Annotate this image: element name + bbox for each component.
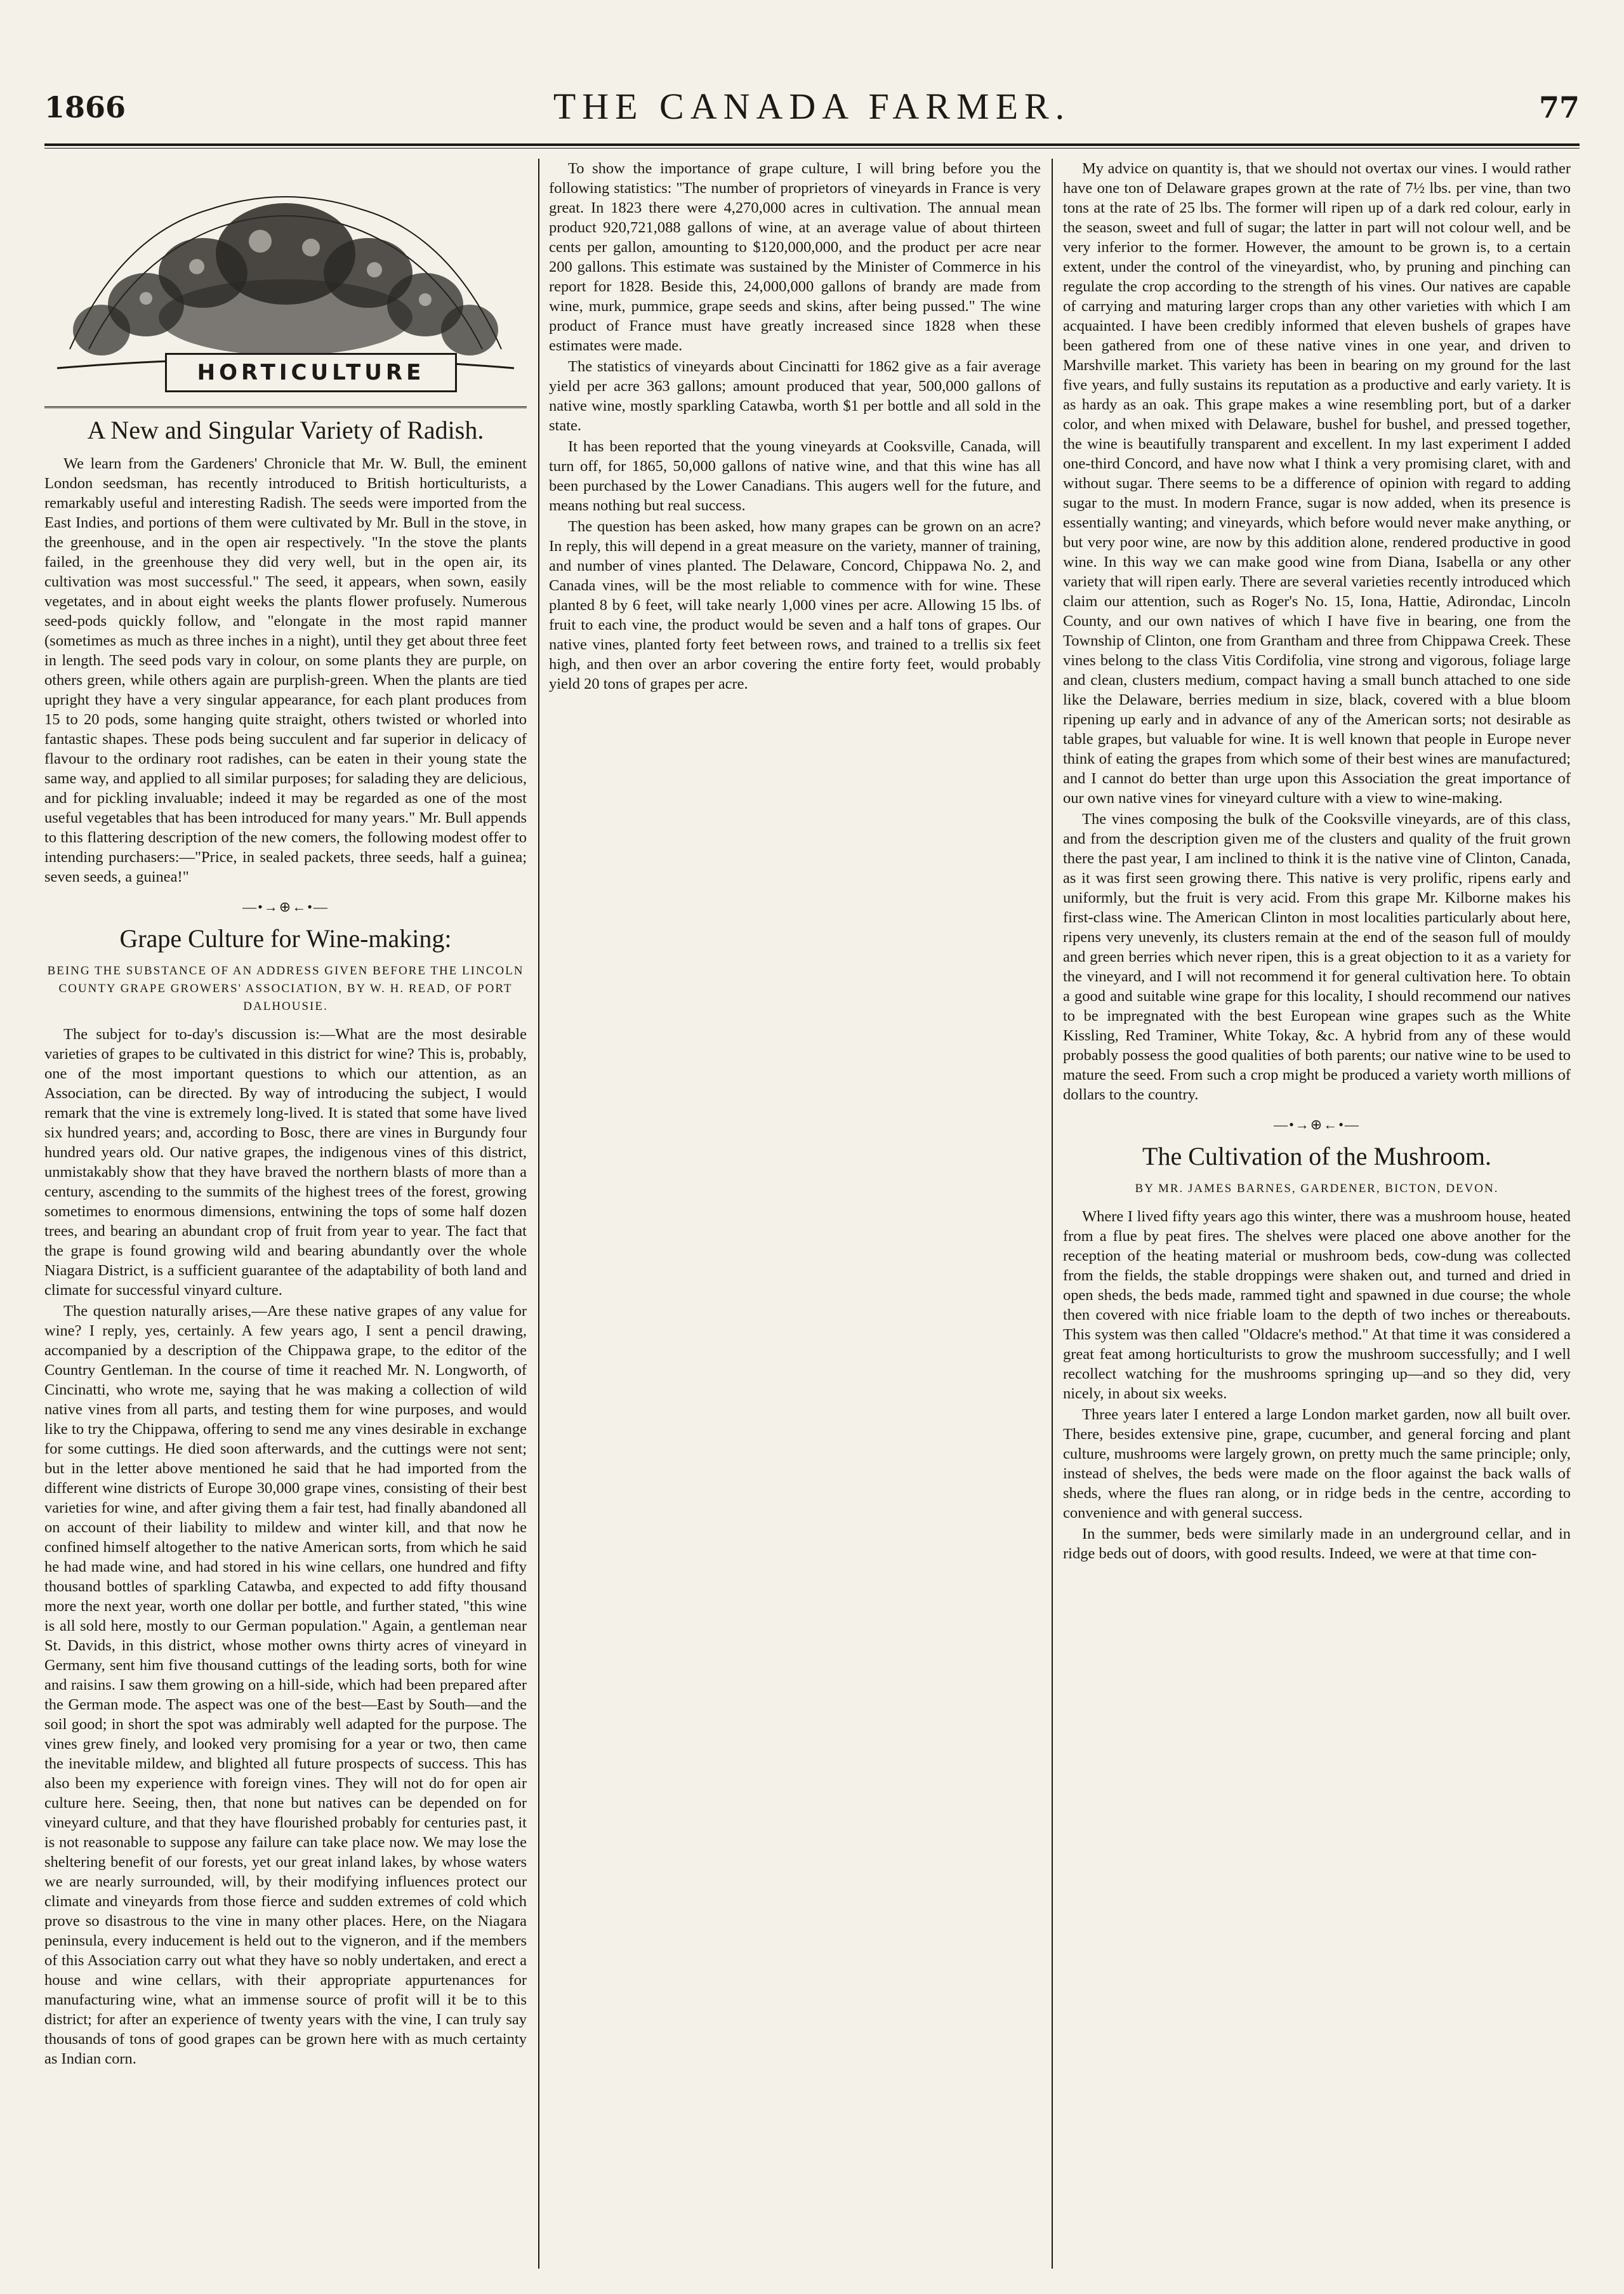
article-title-grape: Grape Culture for Wine-making: xyxy=(119,924,452,953)
mushroom-paragraph: Where I lived fifty years ago this winter, there was a mushroom house, heated from a flue by peat fires. The shelves were placed one above another for the reception of the heating material or mushroom beds, cow-dung was collected from the fields, the stable droppings were shaken out, and turned and dried in open sheds, the beds made, rammed tight and spawned in due course; the whole then covered with nice friable loam to the depth of two inches or thereabouts. This system was then called "Oldacre's method." At that time it was considered a great feat among horticulturists to grow the mushroom successfully; and I well recollect watching for the mushrooms springing up—and so they did, very nicely, in about six weeks. xyxy=(1063,1208,1571,1402)
section-ornament: —•→⊕←•— xyxy=(1274,1117,1360,1132)
article-title-radish: A New and Singular Variety of Radish. xyxy=(87,416,484,444)
grape-paragraph: To show the importance of grape culture, I will bring before you the following statistics: "The number of proprietors of vineyards in France is very great. In 1823 there were 4,270,000 acres in cultivation. The annual mean product 920,721,088 gallons of wine, at an average value of about thirteen cents per gallon, amounting to $120,000,000, and the product per acre near 200 gallons. This estimate was sustained by the Minister of Commerce in his report for 1828. Beside this, 24,000,000 gallons of brandy are made from wine, murk, pummice, grape seeds and skins, after being pussed." The wine product of France must have greatly increased since 1828 when these estimates were made. xyxy=(549,160,1041,354)
grape-paragraph: The statistics of vineyards about Cincinatti for 1862 give as a fair average yield per acre 363 gallons; amount produced that year, 500,000 gallons of native wine, mostly sparkling Catawba, worth $1 per bottle and all sold in the state. xyxy=(549,358,1041,434)
mushroom-paragraph: Three years later I entered a large London market garden, now all built over. There, besides extensive pine, grape, cucumber, and general forcing and plant culture, mushrooms were largely grown, on pretty much the same principle; only, instead of shelves, the beds were made on the floor against the back walls of sheds, where the flues ran along, or in ridge beds in the centre, according to convenience and with general success. xyxy=(1063,1406,1571,1522)
section-ornament: —•→⊕←•— xyxy=(242,899,329,915)
article-title-mushroom: The Cultivation of the Mushroom. xyxy=(1142,1142,1491,1170)
mushroom-paragraph: In the summer, beds were similarly made in an underground cellar, and in ridge beds out of doors, with good results. Indeed, we were at that time con- xyxy=(1063,1525,1571,1562)
masthead-rule-thin xyxy=(44,148,1580,149)
grape-paragraph: The subject for to-day's discussion is:—What are the most desirable varieties of grapes to be cultivated in this district for wine? This is, probably, one of the most important questions to which our attention, as an Association, can be directed. By way of introducing the subject, I would remark that the vine is extremely long-lived. It is stated that some have lived six hundred years; and, according to Bosc, there are vines in Burgundy four hundred years old. Our native grapes, the indigenous vines of this district, unmistakably show that they have braved the northern blasts of more than a century, ascending to the summits of the highest trees of the forest, growing sometimes to enormous dimensions, entwining the tops of some half dozen trees, and bearing an abundant crop of fruit from year to year. The fact that the grape is found growing wild and bearing abundantly over the whole Niagara District, is a sufficient guarantee of the adaptability of both land and climate for successful vinyard culture. xyxy=(44,1026,527,1299)
masthead xyxy=(44,76,1580,133)
grape-paragraph: The vines composing the bulk of the Cooksville vineyards, are of this class, and from the description given me of the clusters and quality of the fruit grown there the past year, I am inclined to think it is the native vine of Clinton, Canada, as it was first seen growing there. This native is very prolific, ripens early and uniformly, but the fruit is very acid. From this grape Mr. Kilborne makes his first-class wine. The American Clinton in most localities particularly about here, ripens very unevenly, its clusters remain at the end of the season full of mouldy and green berries which never ripen, this is a great objection to it as a variety for the vineyard, and I will not recommend it for general cultivation here. To obtain a good and suitable wine grape for this locality, I should recommend our natives to be impregnated with the best European wine grapes such as the White Kissling, Red Traminer, White Tokay, &c. A hybrid from any of these would probably possess the good qualities of both parents; our native wine to be used to mature the seed. From such a crop might be produced a variety worth millions of dollars to the country. xyxy=(1063,811,1571,1103)
article-body-radish: We learn from the Gardeners' Chronicle that Mr. W. Bull, the eminent London seedsman, has recently introduced to British horticulturists, a remarkably useful and interesting Radish. The seeds were imported from the East Indies, and portions of them were cultivated by Mr. Bull in the stove, in the greenhouse, and in the open air respectively. "In the stove the plants failed, in the greenhouse they did very well, but in the open air, its cultivation was most successful." The seed, it appears, when sown, easily vegetates, and in about eight weeks the plants flower profusely. Numerous seed-pods quickly follow, and "elongate in the most rapid manner (sometimes as much as three inches in a night), until they get about three feet in length. The seed pods vary in colour, on some plants they are purple, on others green, while others again are purplish-green. When the plants are tied upright they have a very singular appearance, for each plant produces from 15 to 20 pods, some hanging quite straight, others twisted or whorled into fantastic shapes. These pods being succulent and far superior in delicacy of flavour to the ordinary root radishes, can be eaten in their young state the same way, and applied to all similar purposes; for salading they are delicious, and for pickling invaluable; indeed it may be regarded as one of the most useful vegetables that has been introduced for many years." Mr. Bull appends to this flattering description of the new comers, the following modest offer to intending purchasers:—"Price, in sealed packets, three seeds, half a guinea; seven seeds, a guinea!" xyxy=(44,455,527,885)
grape-paragraph: My advice on quantity is, that we should not overtax our vines. I would rather have one ton of Delaware grapes grown at the rate of 7½ lbs. per vine, than two tons at the rate of 25 lbs. The former will ripen up of a dark red colour, early in the season, sweet and full of sugar; the latter in part will not colour well, and be very inferior to the former. However, the amount to be grown is, to a certain extent, under the control of the vineyardist, who, by pruning and pinching can regulate the crop according to the strength of his vines. Our natives are capable of carrying and maturing larger crops than any other varieties with which I am acquainted. I have been credibly informed that eleven bushels of grapes have been gathered from one of these native vines in one year, and driven to Marshville market. This variety has been in bearing on my ground for the last five years, and fully sustains its reputation as a productive and early variety. It is as hardy as an oak. This grape makes a wine resembling port, but of a darker color, and when mixed with Delaware, bushel for bushel, and pressed together, the wine is beautifully transparent and excellent. In my last experiment I added one-third Concord, and have now what I think a very promising claret, with and without sugar. There seems to be a difference of opinion with regard to adding sugar to the must. In modern France, sugar is now added, when its presence is essentially wanting; and vineyards, which before would never make anything, or but very poor wine, are now by this addition alone, rendered productive in good wine. In this way we can make good wine from Diana, Isabella or any other variety that will ripen early. There are several varieties recently introduced which claim our attention, such as Roger's No. 15, Iona, Hattie, Adirondac, Lincoln County, and our own natives of which I have five in bearing, one from the Township of Clinton, one from Grantham and three from Chippawa Creek. These vines belong to the class Vitis Cordifolia, vine strong and vigorous, foliage large and clean, clusters medium, compact having a small bunch attached to one side like the Delaware, berries medium in size, black, covered with a blue bloom ripening up early and in advance of any of the American sorts; not desirable as table grapes, but valuable for wine. It is well known that people in Europe never think of eating the grapes from which some of their best wines are manufactured; and I cannot do better than urge upon this Association the great importance of our own native vines for vineyard culture with a view to wine-making. xyxy=(1063,160,1571,807)
column-2 xyxy=(549,159,1041,2269)
column-divider xyxy=(538,159,539,2269)
publication-title: THE CANADA FARMER. xyxy=(553,86,1071,127)
masthead-rule xyxy=(44,143,1580,146)
column-3 xyxy=(1063,159,1571,2269)
column-divider xyxy=(1052,159,1053,2269)
horticulture-illustration xyxy=(44,159,527,408)
grape-paragraph: The question naturally arises,—Are these native grapes of any value for wine? I reply, yes, certainly. A few years ago, I sent a pencil drawing, accompanied by a description of the Chippawa grape, to the editor of the Country Gentleman. In the course of time it reached Mr. N. Longworth, of Cincinatti, who wrote me, saying that he was making a collection of wild native vines from all parts, and testing them for wine purposes, and would like to try the Chippawa, offering to send me any vines desirable in exchange for some cuttings. He died soon afterwards, and the cuttings were not sent; but in the letter above mentioned he said that he had imported from the different wine districts of Europe 30,000 grape vines, consisting of their best varieties for wine, and after giving them a fair test, had finally abandoned all on account of their liability to mildew and winter kill, and that now he confined himself altogether to the native American sorts, from which he said he had made wine, and had stored in his wine cellars, one hundred and fifty thousand bottles of sparkling Catawba, and expected to add fifty thousand more the next year, worth one dollar per bottle, and further stated, "this wine is all sold here, mostly to our German population." Again, a gentleman near St. Davids, in this district, whose mother owns thirty acres of vineyard in Germany, sent him five thousand cuttings of the leading sorts, both for wine and raisins. I saw them growing on a hill-side, which had been prepared after the German mode. The aspect was one of the best—East by South—and the soil good; in short the spot was admirably well adapted for the purpose. The vines grew finely, and looked very promising for a year or two, then came the inevitable mildew, and blighted all future prospects of success. This has also been my experience with foreign vines. They will not do for open air culture here. Seeing, then, that none but natives can be depended on for vineyard culture, and that they have flourished probably for centuries past, it is not reasonable to suppose any failure can take place now. We may lose the sheltering benefit of our forests, yet our great inland lakes, by whose waters we are nearly surrounded, will, by their modifying influences protect our climate and vineyards from those fierce and sudden extremes of cold which prove so disastrous to the vine in many other places. Here, on the Niagara peninsula, every inducement is held out to the vigneron, and if the members of this Association carry out what they have so nobly undertaken, and erect a house and wine cellars, with their appropriate appurtenances for manufacturing wine, what an immense source of profit will it be to this district; for after an experience of twenty years with the vine, I can truly say thousands of tons of good grapes can be grown here with as much certainty as Indian corn. xyxy=(44,1303,527,2067)
grape-paragraph: It has been reported that the young vineyards at Cooksville, Canada, will turn off, for 1865, 50,000 gallons of native wine, and that this wine has all been purchased by the Lower Canadians. This augers well for the future, and means nothing but real success. xyxy=(549,438,1041,514)
column-1 xyxy=(44,159,527,2269)
issue-year: 1866 xyxy=(44,90,126,124)
horticulture-banner: HORTICULTURE xyxy=(165,353,457,392)
grape-paragraph: The question has been asked, how many grapes can be grown on an acre? In reply, this will depend in a great measure on the variety, manner of training, and number of vines planted. The Delaware, Concord, Chippawa No. 2, and Canada vines, will be the most reliable to commence with for wine. These planted 8 by 6 feet, will take nearly 1,000 vines per acre. Allowing 15 lbs. of fruit to each vine, the product would be seven and a half tons of grapes. Our native vines, planted forty feet between rows, and trained to a trellis six feet high, and then over an arbor covering the entire forty feet, would probably yield 20 tons of grapes per acre. xyxy=(549,518,1041,693)
article-byline-mushroom: BY MR. JAMES BARNES, GARDENER, BICTON, DEVON. xyxy=(1135,1182,1499,1195)
article-byline-grape: BEING THE SUBSTANCE OF AN ADDRESS GIVEN BEFORE THE LINCOLN COUNTY GRAPE GROWERS' ASSOCIATION, BY W. H. READ, OF PORT DALHOUSIE. xyxy=(47,964,524,1013)
page-number: 77 xyxy=(1538,90,1580,124)
